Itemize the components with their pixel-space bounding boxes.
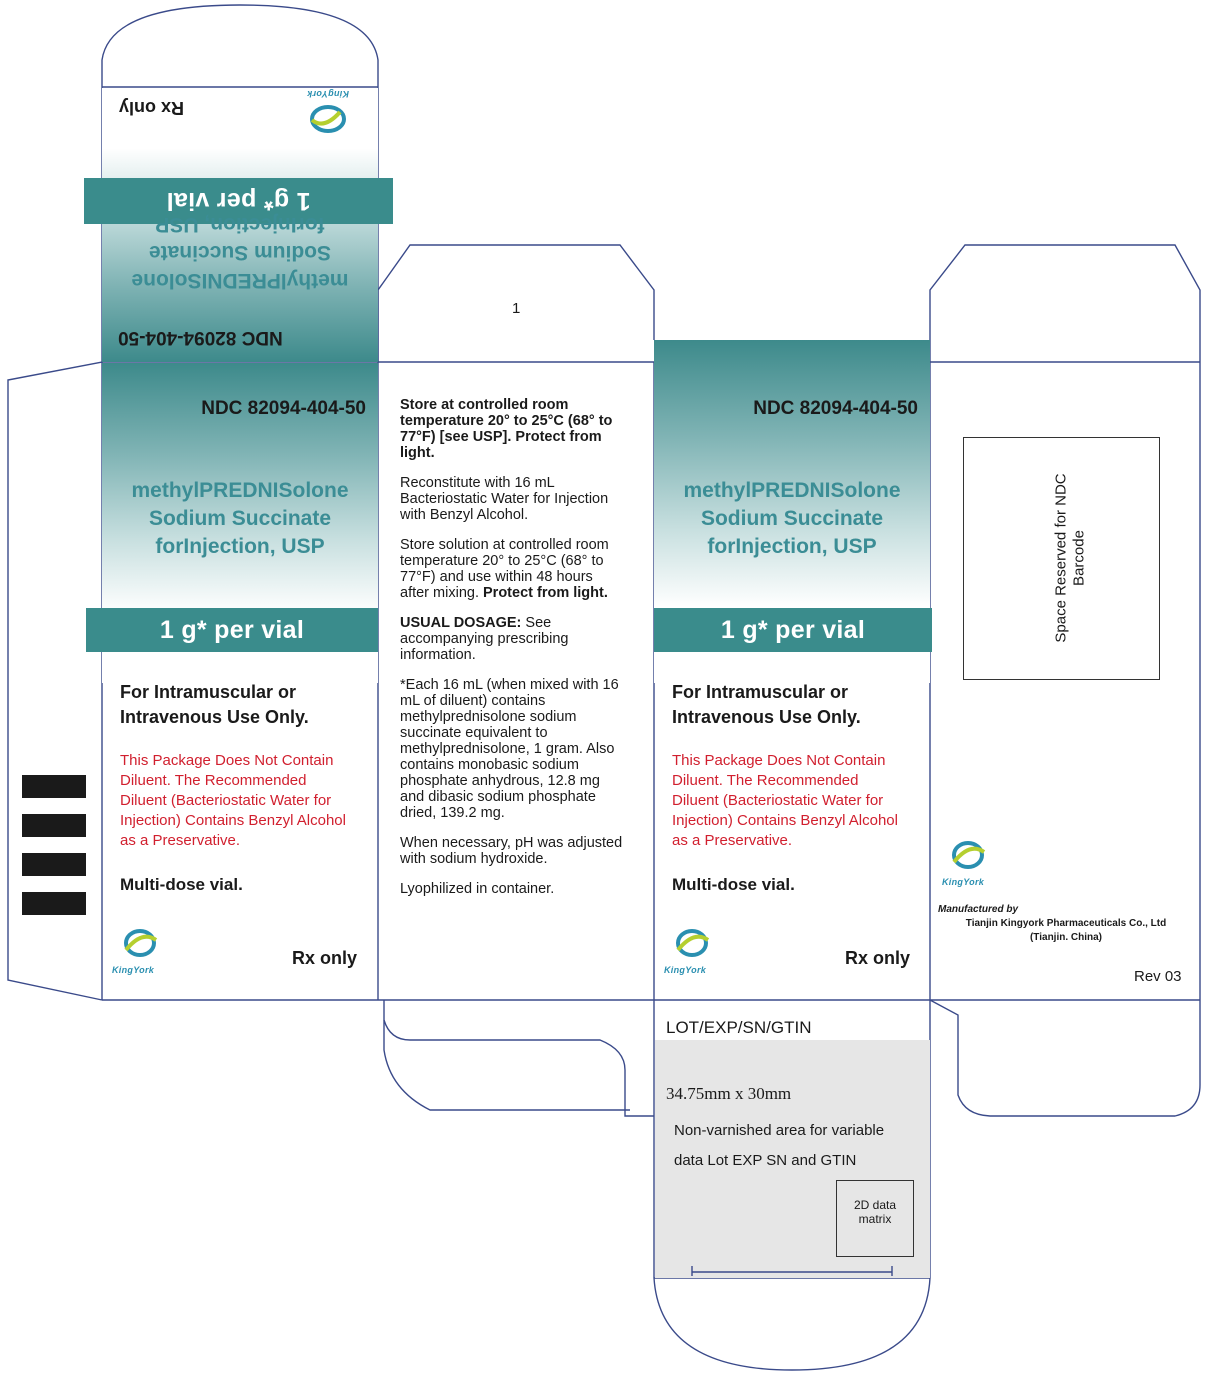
kingyork-logo [942,838,1002,887]
top-inverted-panel [102,88,378,362]
drug-name: methylPREDNISolone Sodium Succinate forInjection, USP [683,479,901,558]
rx-only: Rx only [292,948,358,968]
diluent-warning: This Package Does Not Contain Diluent. The Recommended Diluent (Bacteriostatic Water for Injection) Contains Benzyl Alcohol as a Preservative. [672,752,898,849]
bar-4 [22,892,86,915]
strength-band: 1 g* per vial [654,608,932,652]
route-text: For Intramuscular or Intravenous Use Only. [672,682,861,727]
data-matrix-box: 2D data matrix [836,1180,914,1257]
ndc-number: NDC 82094-404-50 [201,398,366,419]
barcode-space-label: Space Reserved for NDC Barcode [1052,473,1088,643]
logo-text: KingYork [664,965,707,975]
variable-data-note: Non-varnished area for variable data Lot EXP SN and GTIN [674,1122,885,1169]
storage-text: Store at controlled room temperature 20° to 25°C (68° to 77°F) [see USP]. Protect from light. [400,397,613,461]
logo-swirl-icon [112,926,172,960]
bar-3 [22,853,86,876]
logo-swirl-icon [664,926,724,960]
reconstitute-text: Reconstitute with 16 mL Bacteriostatic Water for Injection with Benzyl Alcohol. [400,475,609,523]
kingyork-logo [664,926,724,975]
logo-text: KingYork [942,877,985,887]
kingyork-logo [112,926,172,975]
side-info-panel [400,397,650,911]
ndc-number: NDC 82094-404-50 [753,398,918,419]
bar-1 [22,775,86,798]
bar-2 [22,814,86,837]
rx-only: Rx only [845,948,911,968]
manufacturer-name: Tianjin Kingyork Pharmaceuticals Co., Ltd [965,918,1167,929]
drug-name: methylPREDNISolone Sodium Succinate forInjection, USP [131,213,349,292]
solution-storage-text: Store solution at controlled room temperature 20° to 25°C (68° to 77°F) and use within 48 hours after mixing. Protect from light. [400,537,609,601]
logo-text: KingYork [112,965,155,975]
strength-band: 1 g* per vial [86,608,378,652]
revision-label: Rev 03 [1134,968,1182,985]
strength-band: 1 g* per vial [84,178,393,224]
ndc-number: NDC 82094-404-50 [118,327,283,348]
manufacturer-info [938,903,1194,945]
kingyork-logo [298,90,358,134]
dosage-text: USUAL DOSAGE: See accompanying prescribing information. [400,615,569,663]
flap-number: 1 [512,300,521,317]
ph-text: When necessary, pH was adjusted with sodium hydroxide. [400,835,623,867]
variable-data-size: 34.75mm x 30mm [666,1084,792,1103]
multi-dose-text: Multi-dose vial. [120,875,243,894]
diluent-warning: This Package Does Not Contain Diluent. The Recommended Diluent (Bacteriostatic Water for Injection) Contains Benzyl Alcohol as a Preservative. [120,752,346,849]
manufacturer-location: (Tianjin. China) [1029,932,1103,943]
logo-swirl-icon [298,104,358,134]
lyophilized-text: Lyophilized in container. [400,881,555,897]
logo-swirl-icon [942,838,1002,872]
drug-name: methylPREDNISolone Sodium Succinate forInjection, USP [131,479,349,558]
multi-dose-text: Multi-dose vial. [672,875,795,894]
manufactured-by-label: Manufactured by [938,904,1019,915]
rx-only: Rx only [118,98,184,118]
glue-flap-bars [22,775,86,931]
composition-text: *Each 16 mL (when mixed with 16 mL of diluent) contains methylprednisolone sodium succinate equivalent to methylprednisolone, 1 gram. Also contains monobasic sodium phosphate anhydrous, 12.8 mg and dibasic sodium phosphate dried, 139.2 mg. [400,677,619,821]
lot-header: LOT/EXP/SN/GTIN [666,1018,812,1037]
logo-text: KingYork [306,89,350,99]
route-text: For Intramuscular or Intravenous Use Only. [120,682,309,727]
dimension-line [690,1262,895,1276]
